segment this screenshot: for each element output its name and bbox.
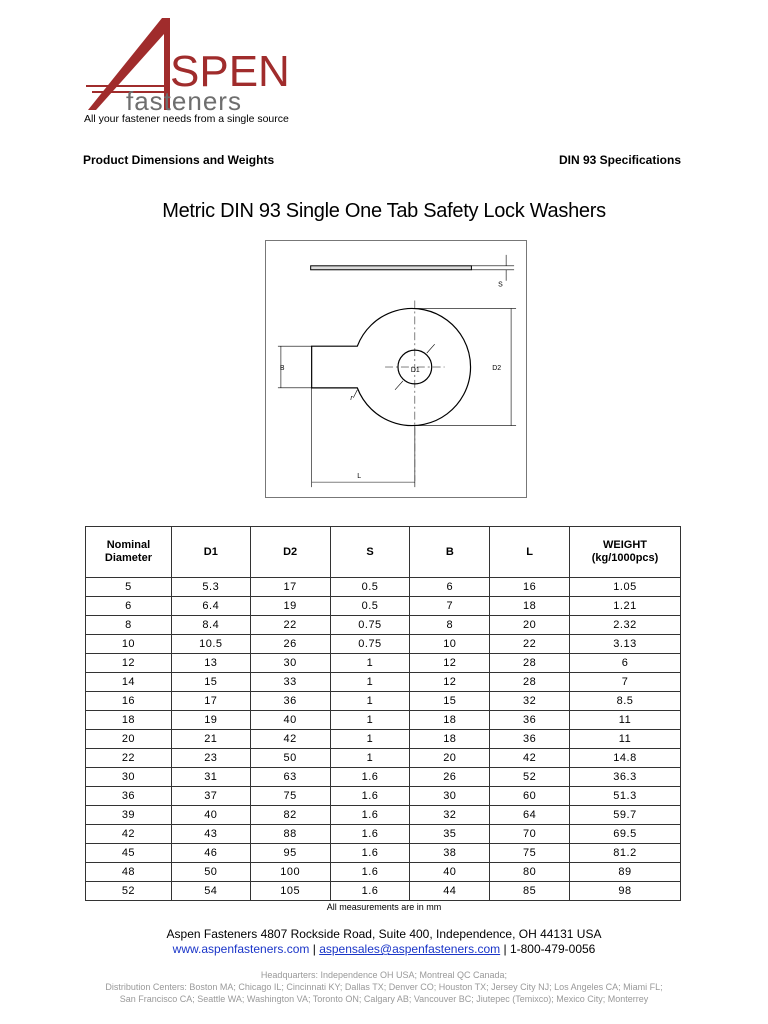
cell-d2: 36: [250, 692, 330, 711]
cell-b: 30: [410, 787, 490, 806]
cell-b: 40: [410, 863, 490, 882]
label-l: L: [357, 473, 362, 481]
cell-l: 75: [490, 844, 570, 863]
cell-weight: 6: [570, 654, 681, 673]
cell-d2: 75: [250, 787, 330, 806]
label-r: r: [350, 394, 353, 402]
cell-d2: 88: [250, 825, 330, 844]
table-header-row: [86, 527, 681, 578]
cell-d2: 33: [250, 673, 330, 692]
cell-b: 32: [410, 806, 490, 825]
dimensions-table: [85, 526, 681, 901]
table-row: [86, 730, 681, 749]
cell-nominal-diameter: 12: [86, 654, 172, 673]
cell-b: 35: [410, 825, 490, 844]
cell-b: 18: [410, 730, 490, 749]
col-l: L: [490, 527, 570, 578]
cell-nominal-diameter: 5: [86, 578, 172, 597]
cell-l: 16: [490, 578, 570, 597]
table-row: [86, 768, 681, 787]
cell-s: 0.5: [330, 578, 410, 597]
label-d2: D2: [492, 364, 502, 372]
cell-d1: 5.3: [171, 578, 250, 597]
aspen-logo-mark: [80, 14, 310, 114]
cell-b: 20: [410, 749, 490, 768]
col-nominal-line2: Diameter: [104, 552, 152, 564]
section-header: Product Dimensions and Weights: [83, 153, 275, 167]
cell-d2: 63: [250, 768, 330, 787]
cell-l: 42: [490, 749, 570, 768]
cell-b: 10: [410, 635, 490, 654]
cell-weight: 98: [570, 882, 681, 901]
cell-b: 12: [410, 673, 490, 692]
cell-d1: 46: [171, 844, 250, 863]
cell-b: 7: [410, 597, 490, 616]
cell-weight: 81.2: [570, 844, 681, 863]
cell-d2: 50: [250, 749, 330, 768]
measurement-note: All measurements are in mm: [326, 902, 442, 912]
cell-d1: 43: [171, 825, 250, 844]
cell-l: 70: [490, 825, 570, 844]
cell-l: 20: [490, 616, 570, 635]
cell-l: 52: [490, 768, 570, 787]
cell-d2: 40: [250, 711, 330, 730]
cell-d2: 105: [250, 882, 330, 901]
col-d1: D1: [171, 527, 250, 578]
table-row: [86, 825, 681, 844]
table-row: [86, 635, 681, 654]
label-s: S: [498, 281, 503, 289]
table-row: [86, 673, 681, 692]
cell-d2: 82: [250, 806, 330, 825]
cell-weight: 11: [570, 711, 681, 730]
cell-nominal-diameter: 22: [86, 749, 172, 768]
cell-s: 1: [330, 749, 410, 768]
cell-l: 22: [490, 635, 570, 654]
table-row: [86, 616, 681, 635]
cell-l: 36: [490, 711, 570, 730]
cell-nominal-diameter: 30: [86, 768, 172, 787]
cell-d1: 8.4: [171, 616, 250, 635]
cell-d2: 22: [250, 616, 330, 635]
cell-b: 15: [410, 692, 490, 711]
label-d1: D1: [410, 366, 420, 374]
cell-d2: 26: [250, 635, 330, 654]
distribution-line-1: Distribution Centers: Boston MA; Chicago IL; Cincinnati KY; Dallas TX; Denver CO; Houston TX; Jersey City NJ; Los Angeles CA; Miami FL;: [105, 982, 663, 992]
cell-weight: 89: [570, 863, 681, 882]
cell-weight: 11: [570, 730, 681, 749]
table-row: [86, 882, 681, 901]
cell-d2: 95: [250, 844, 330, 863]
col-nominal-diameter: [86, 527, 172, 578]
cell-l: 32: [490, 692, 570, 711]
website-link[interactable]: www.aspenfasteners.com: [172, 942, 310, 956]
cell-s: 1: [330, 673, 410, 692]
cell-d1: 31: [171, 768, 250, 787]
table-row: [86, 711, 681, 730]
cell-nominal-diameter: 18: [86, 711, 172, 730]
table-row: [86, 692, 681, 711]
cell-s: 1.6: [330, 844, 410, 863]
cell-weight: 3.13: [570, 635, 681, 654]
cell-b: 44: [410, 882, 490, 901]
table-row: [86, 787, 681, 806]
cell-nominal-diameter: 45: [86, 844, 172, 863]
cell-nominal-diameter: 14: [86, 673, 172, 692]
cell-weight: 1.05: [570, 578, 681, 597]
cell-s: 1: [330, 730, 410, 749]
table-row: [86, 863, 681, 882]
cell-d1: 13: [171, 654, 250, 673]
cell-nominal-diameter: 10: [86, 635, 172, 654]
logo-sub-text: fasteners: [126, 86, 242, 114]
contact-separator: |: [309, 942, 320, 956]
aspen-logo: [80, 14, 310, 114]
cell-b: 26: [410, 768, 490, 787]
washer-diagram: [266, 241, 526, 497]
cell-s: 0.75: [330, 616, 410, 635]
cell-d1: 37: [171, 787, 250, 806]
col-weight-line1: WEIGHT: [603, 539, 648, 551]
cell-s: 1.6: [330, 825, 410, 844]
logo-tagline: All your fastener needs from a single source: [84, 113, 289, 125]
contact-separator: |: [500, 942, 510, 956]
cell-s: 1: [330, 711, 410, 730]
cell-l: 18: [490, 597, 570, 616]
cell-s: 0.5: [330, 597, 410, 616]
logo-brand-text: SPEN: [170, 47, 290, 96]
email-link[interactable]: aspensales@aspenfasteners.com: [319, 942, 501, 956]
cell-nominal-diameter: 48: [86, 863, 172, 882]
col-weight: [570, 527, 681, 578]
washer-drawing: [265, 240, 527, 498]
cell-l: 80: [490, 863, 570, 882]
cell-weight: 14.8: [570, 749, 681, 768]
cell-weight: 36.3: [570, 768, 681, 787]
cell-weight: 1.21: [570, 597, 681, 616]
cell-d2: 19: [250, 597, 330, 616]
cell-d1: 54: [171, 882, 250, 901]
cell-nominal-diameter: 6: [86, 597, 172, 616]
cell-l: 64: [490, 806, 570, 825]
cell-d1: 40: [171, 806, 250, 825]
cell-l: 85: [490, 882, 570, 901]
page-title: Metric DIN 93 Single One Tab Safety Lock Washers: [162, 200, 606, 222]
cell-s: 1: [330, 654, 410, 673]
col-d2: D2: [250, 527, 330, 578]
cell-nominal-diameter: 20: [86, 730, 172, 749]
cell-d1: 15: [171, 673, 250, 692]
cell-nominal-diameter: 39: [86, 806, 172, 825]
table-row: [86, 578, 681, 597]
table-body: [86, 578, 681, 901]
cell-weight: 8.5: [570, 692, 681, 711]
headquarters-line: Headquarters: Independence OH USA; Montreal QC Canada;: [260, 970, 508, 980]
cell-b: 8: [410, 616, 490, 635]
table-row: [86, 844, 681, 863]
cell-weight: 59.7: [570, 806, 681, 825]
cell-d1: 23: [171, 749, 250, 768]
table-row: [86, 597, 681, 616]
distribution-line-2: San Francisco CA; Seattle WA; Washington VA; Toronto ON; Calgary AB; Vancouver BC; Jiutepec (Temixco); Mexico City; Monterrey: [119, 994, 649, 1004]
col-b: B: [410, 527, 490, 578]
cell-weight: 7: [570, 673, 681, 692]
cell-s: 1.6: [330, 787, 410, 806]
spec-header: DIN 93 Specifications: [558, 153, 681, 167]
cell-s: 1.6: [330, 863, 410, 882]
cell-d2: 100: [250, 863, 330, 882]
cell-s: 1.6: [330, 768, 410, 787]
cell-l: 60: [490, 787, 570, 806]
cell-weight: 51.3: [570, 787, 681, 806]
cell-weight: 2.32: [570, 616, 681, 635]
col-s: S: [330, 527, 410, 578]
cell-b: 38: [410, 844, 490, 863]
cell-nominal-diameter: 52: [86, 882, 172, 901]
cell-l: 28: [490, 654, 570, 673]
cell-s: 1.6: [330, 806, 410, 825]
cell-nominal-diameter: 8: [86, 616, 172, 635]
cell-s: 1.6: [330, 882, 410, 901]
label-b: B: [279, 364, 285, 372]
cell-b: 6: [410, 578, 490, 597]
table-row: [86, 806, 681, 825]
col-weight-line2: (kg/1000pcs): [591, 552, 659, 564]
cell-l: 36: [490, 730, 570, 749]
cell-b: 18: [410, 711, 490, 730]
cell-s: 1: [330, 692, 410, 711]
cell-d2: 17: [250, 578, 330, 597]
col-nominal-line1: Nominal: [106, 539, 151, 551]
phone-number: 1-800-479-0056: [509, 942, 596, 956]
cell-nominal-diameter: 16: [86, 692, 172, 711]
cell-s: 0.75: [330, 635, 410, 654]
cell-weight: 69.5: [570, 825, 681, 844]
cell-b: 12: [410, 654, 490, 673]
cell-d1: 17: [171, 692, 250, 711]
cell-l: 28: [490, 673, 570, 692]
cell-d2: 30: [250, 654, 330, 673]
table-row: [86, 749, 681, 768]
cell-nominal-diameter: 42: [86, 825, 172, 844]
cell-d1: 50: [171, 863, 250, 882]
cell-d1: 10.5: [171, 635, 250, 654]
contact-line: [0, 942, 768, 956]
company-address: Aspen Fasteners 4807 Rockside Road, Suite 400, Independence, OH 44131 USA: [166, 927, 602, 941]
cell-d2: 42: [250, 730, 330, 749]
table-row: [86, 654, 681, 673]
cell-d1: 6.4: [171, 597, 250, 616]
cell-d1: 21: [171, 730, 250, 749]
cell-nominal-diameter: 36: [86, 787, 172, 806]
cell-d1: 19: [171, 711, 250, 730]
